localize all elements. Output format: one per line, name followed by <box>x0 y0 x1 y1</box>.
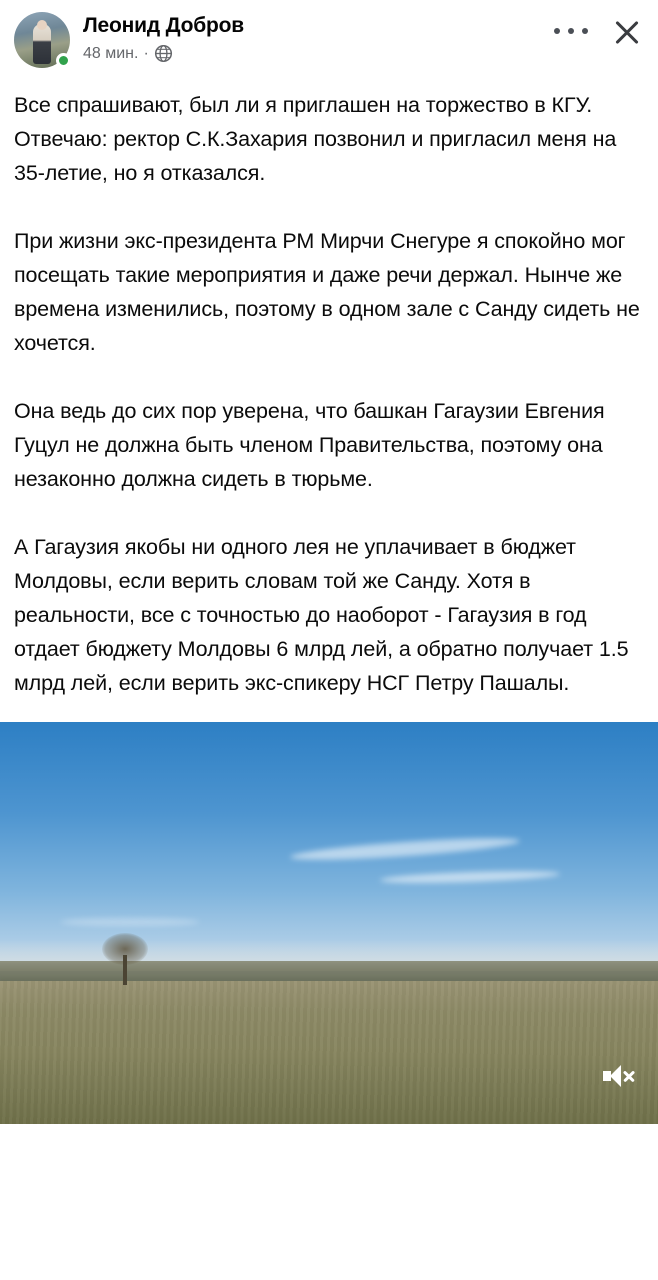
author-name[interactable]: Леонид Добров <box>83 14 244 37</box>
avatar-figure <box>33 24 51 64</box>
tree-trunk <box>123 955 127 985</box>
post-media[interactable] <box>0 722 658 1124</box>
post-timestamp[interactable]: 48 мин. <box>83 44 139 62</box>
speaker-glyph <box>603 1064 629 1088</box>
post-paragraph: Она ведь до сих пор уверена, что башкан Гагаузии Евгения Гуцул не должна быть членом Правительства, поэтому она незаконно должна сидеть в тюрьме. <box>14 399 605 491</box>
post-header <box>0 0 658 84</box>
globe-icon[interactable] <box>154 44 173 63</box>
sky <box>0 722 658 963</box>
post-header-text <box>83 10 554 63</box>
cloud <box>60 918 200 926</box>
field <box>0 981 658 1124</box>
post-paragraph: При жизни экс-президента РМ Мирчи Снегуре я спокойно мог посещать такие мероприятия и даже речи держал. Нынче же времена изменились, поэтому в одном зале с Санду сидеть не хочется. <box>14 229 640 355</box>
meta-separator: · <box>143 44 149 62</box>
post-paragraph: Все спрашивают, был ли я приглашен на торжество в КГУ. Отвечаю: ректор С.К.Захария позвонил и пригласил меня на 35-летие, но я отказался. <box>14 93 617 185</box>
post-meta <box>83 44 554 63</box>
avatar[interactable] <box>14 12 70 68</box>
post-paragraph: А Гагаузия якобы ни одного лея не уплачивает в бюджет Молдовы, если верить словам той же Санду. Хотя в реальности, все с точностью до наоборот - Гагаузия в год отдает бюджету Молдовы 6 млрд лей, а обратно получает 1.5 млрд лей, если верить экс-спикеру НСГ Петру Пашалы. <box>14 535 629 695</box>
header-actions <box>554 10 644 50</box>
avatar-head <box>37 20 47 30</box>
post-text <box>0 84 658 700</box>
ellipsis-icon[interactable] <box>554 16 588 46</box>
tree <box>96 933 154 985</box>
close-icon[interactable] <box>610 16 644 50</box>
online-status-dot <box>56 53 71 68</box>
speaker-muted-icon[interactable] <box>594 1054 638 1098</box>
